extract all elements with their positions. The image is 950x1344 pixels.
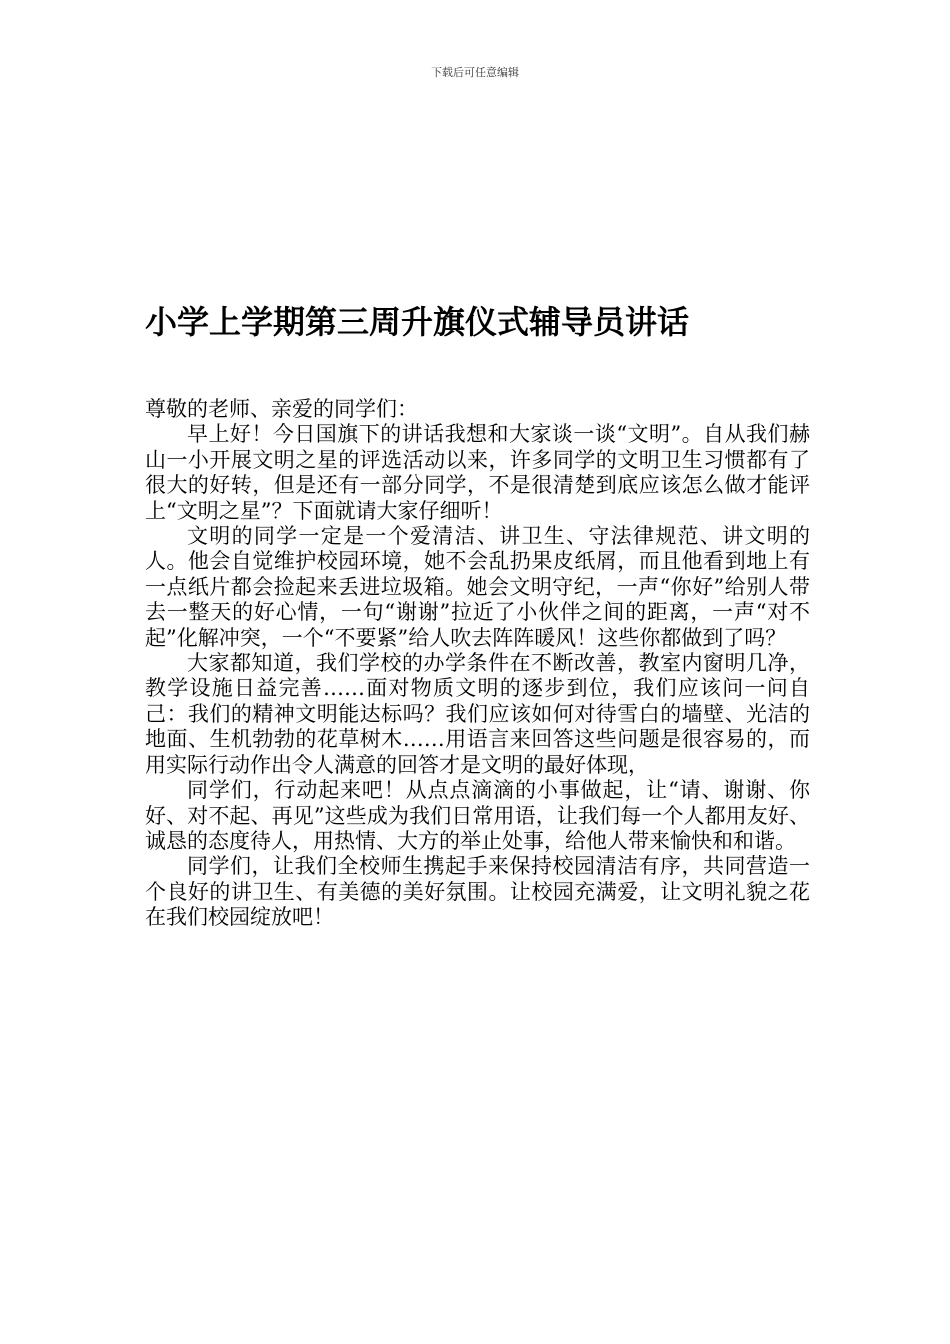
paragraph-1: 早上好！今日国旗下的讲话我想和大家谈一谈“文明”。自从我们赫山一小开展文明之星的评选活动以来，许多同学的文明卫生习惯都有了很大的好转，但是还有一部分同学，不是很清楚到底应该怎么做才能评上“文明之星”？下面就请大家仔细听！ [145,422,810,523]
salutation: 尊敬的老师、亲爱的同学们： [145,397,418,421]
document-body [145,397,810,931]
paragraph-5: 同学们，让我们全校师生携起手来保持校园清洁有序，共同营造一个良好的讲卫生、有美德的美好氛围。让校园充满爱，让文明礼貌之花在我们校园绽放吧！ [145,854,810,930]
page-header-note: 下载后可任意编辑 [431,66,519,79]
paragraph-4: 同学们，行动起来吧！从点点滴滴的小事做起，让“请、谢谢、你好、对不起、再见”这些成为我们日常用语，让我们每一个人都用友好、诚恳的态度待人，用热情、大方的举止处事，给他人带来愉快和和谐。 [145,778,810,853]
paragraph-3: 大家都知道，我们学校的办学条件在不断改善，教室内窗明几净，教学设施日益完善……面对物质文明的逐步到位，我们应该问一问自己：我们的精神文明能达标吗？我们应该如何对待雪白的墙壁、光洁的地面、生机勃勃的花草树木……用语言来回答这些问题是很容易的，而用实际行动作出令人满意的回答才是文明的最好体现， [145,651,810,777]
document-title: 小学上学期第三周升旗仪式辅导员讲话 [145,303,690,341]
paragraph-2: 文明的同学一定是一个爱清洁、讲卫生、守法律规范、讲文明的人。他会自觉维护校园环境，她不会乱扔果皮纸屑，而且他看到地上有一点纸片都会捡起来丢进垃圾箱。她会文明守纪，一声“你好”给别人带去一整天的好心情，一句“谢谢”拉近了小伙伴之间的距离，一声“对不起”化解冲突，一个“不要紧”给人吹去阵阵暖风！这些你都做到了吗？ [145,524,810,650]
